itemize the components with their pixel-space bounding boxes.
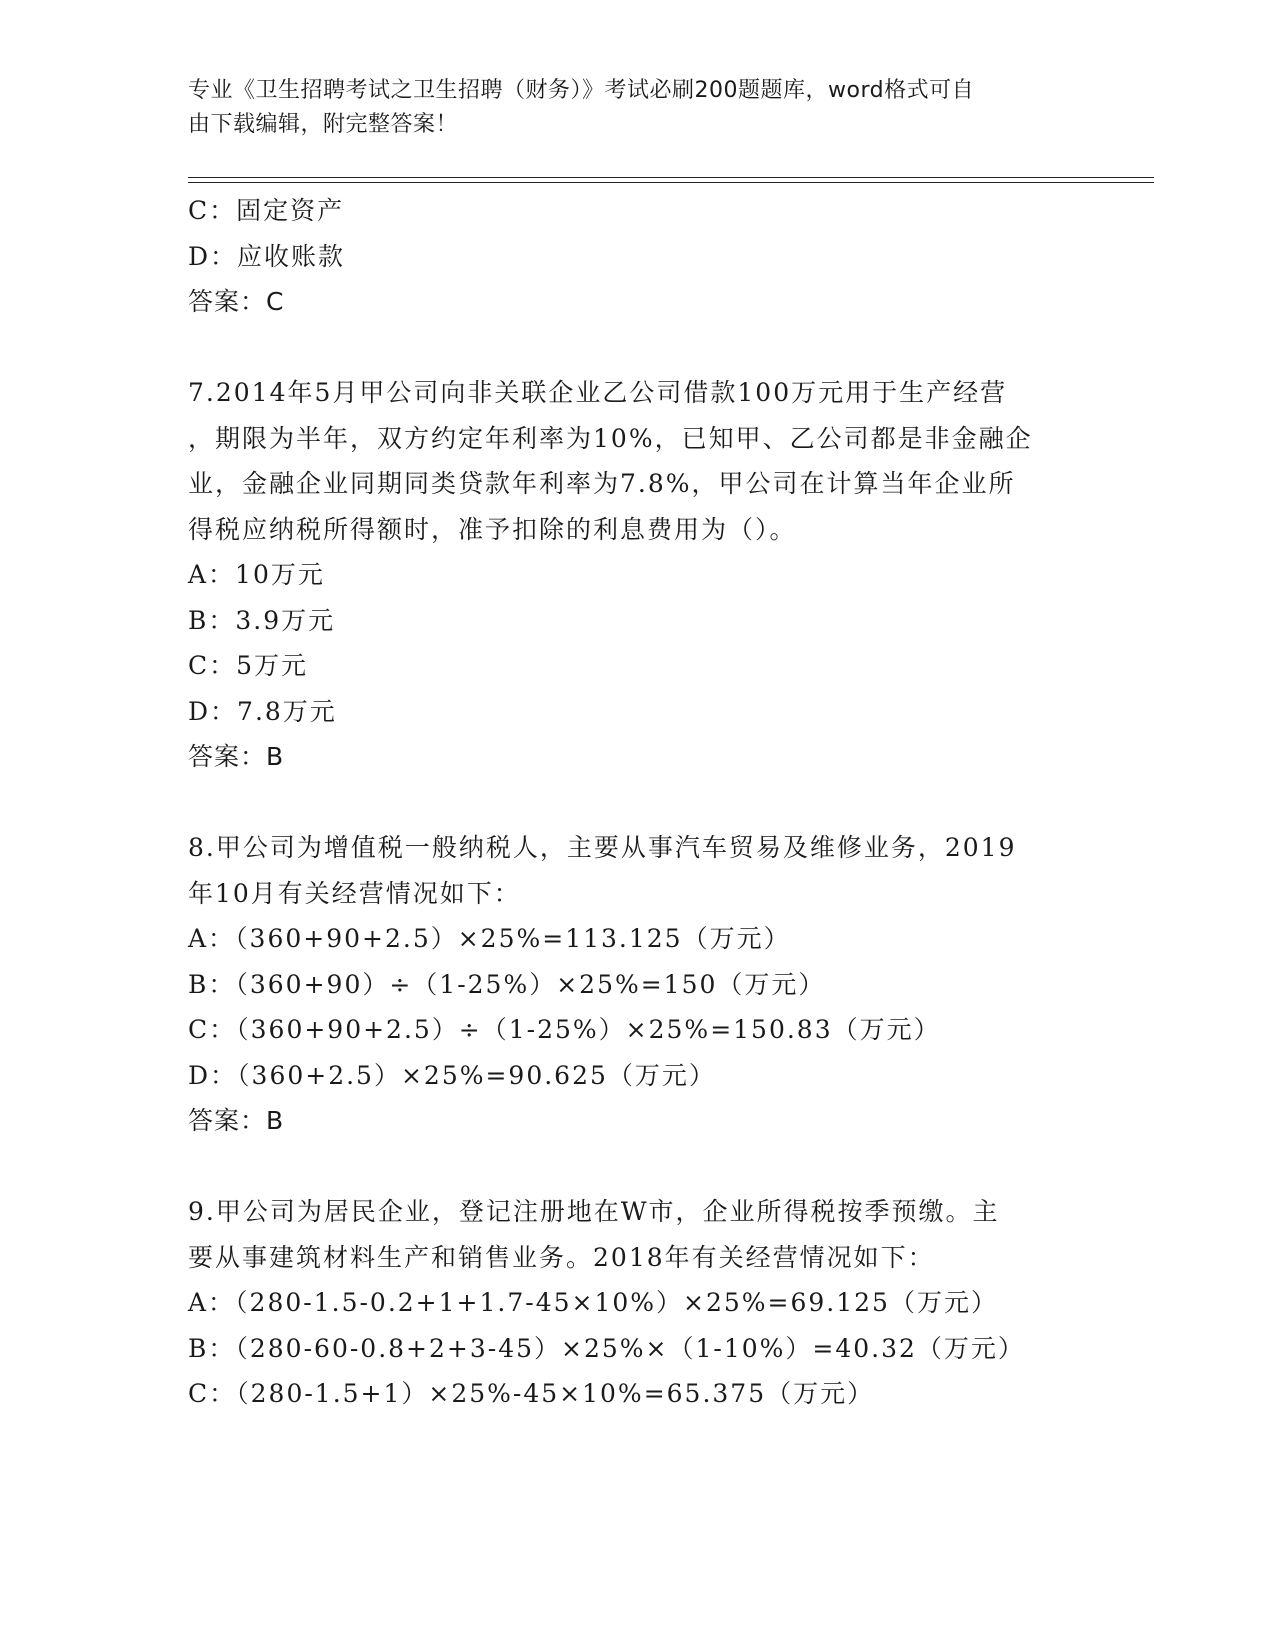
stem-line: 7.2014年5月甲公司向非关联企业乙公司借款100万元用于生产经营 [188,378,1008,407]
option-a: A：（280-1.5-0.2+1+1.7-45×10%）×25%=69.125（万元） [188,1288,998,1317]
option-a: A：10万元 [188,560,325,589]
header-line-1: 专业《卫生招聘考试之卫生招聘（财务）》考试必刷200题题库，word格式可自 [188,78,975,103]
spacer [188,325,1088,371]
option-b: B：（360+90）÷（1-25%）×25%=150（万元） [188,969,826,999]
option-c: C：（280-1.5+1）×25%-45×10%=65.375（万元） [188,1379,875,1408]
option-b: B：3.9万元 [188,605,336,635]
question-stem [188,370,1088,552]
header-rule-bottom [188,182,1154,183]
answer-line: 答案：B [188,742,285,771]
question-7 [188,370,1088,780]
question-stem [188,1189,1088,1280]
stem-line: 业，金融企业同期同类贷款年利率为7.8%，甲公司在计算当年企业所 [188,469,1016,498]
prev-question [188,188,1088,325]
answer-line: 答案：C [188,287,285,316]
stem-line: ，期限为半年，双方约定年利率为10%，已知甲、乙公司都是非金融企 [188,423,1033,453]
document-header [188,74,1068,142]
stem-line: 9.甲公司为居民企业，登记注册地在W市，企业所得税按季预缴。主 [188,1197,1000,1226]
answer-line: 答案：B [188,1106,285,1135]
option-c: C：（360+90+2.5）÷（1-25%）×25%=150.83（万元） [188,1015,941,1044]
option-d: D：（360+2.5）×25%=90.625（万元） [188,1060,716,1090]
stem-line: 要从事建筑材料生产和销售业务。2018年有关经营情况如下： [188,1242,935,1272]
option-d: D：应收账款 [188,241,346,271]
question-8 [188,825,1088,1144]
question-9 [188,1189,1088,1417]
spacer [188,780,1088,826]
stem-line: 得税应纳税所得额时，准予扣除的利息费用为（）。 [188,514,797,544]
option-c: C：固定资产 [188,196,345,225]
option-d: D：7.8万元 [188,696,337,726]
stem-line: 8.甲公司为增值税一般纳税人，主要从事汽车贸易及维修业务，2019 [188,833,1017,862]
header-rule-top [188,177,1154,178]
spacer [188,1144,1088,1190]
stem-line: 年10月有关经营情况如下： [188,878,521,908]
header-line-2: 由下载编辑，附完整答案！ [188,112,459,137]
option-b: B：（280-60-0.8+2+3-45）×25%×（1-10%）=40.32（万元） [188,1333,1025,1363]
document-body [188,188,1088,1417]
option-a: A：（360+90+2.5）×25%=113.125（万元） [188,924,791,953]
option-c: C：5万元 [188,651,309,680]
question-stem [188,825,1088,916]
